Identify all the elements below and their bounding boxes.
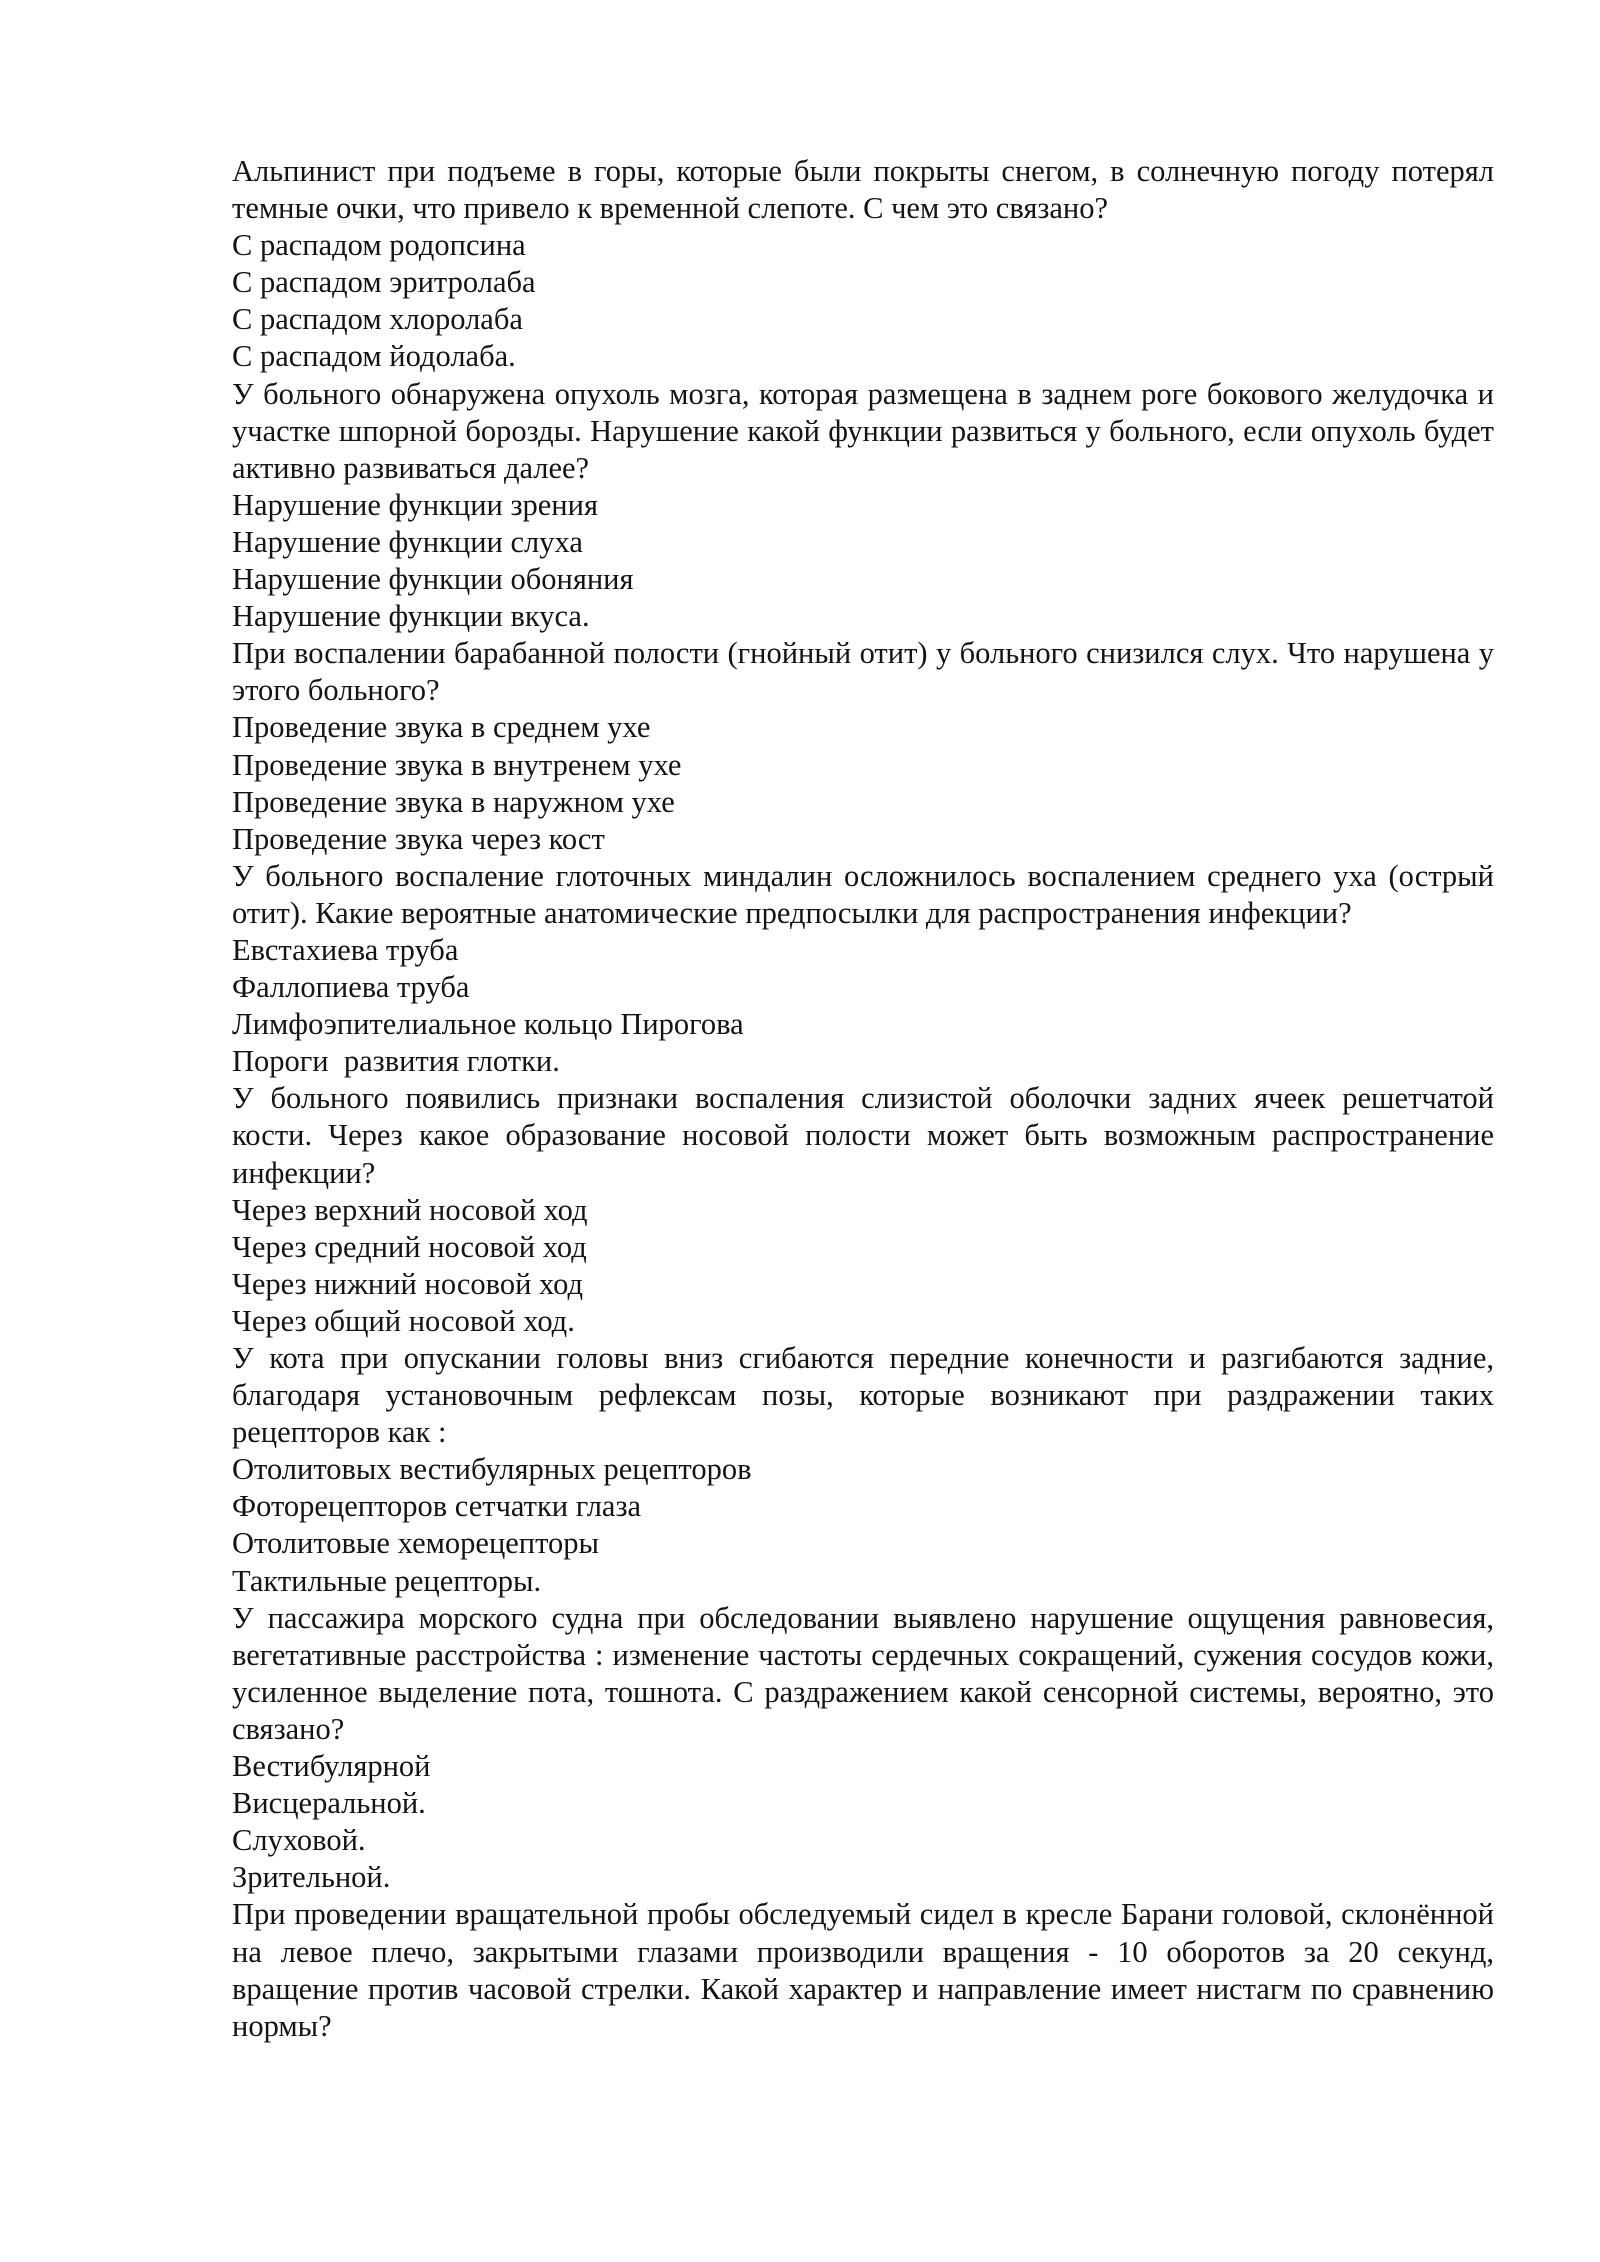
answer-option: Зрительной.	[232, 1860, 391, 1895]
answer-option: Тактильные рецепторы.	[232, 1563, 542, 1598]
answer-option: Проведение звука через кост	[232, 821, 605, 856]
answer-option: Через средний носовой ход	[232, 1229, 587, 1264]
question-text: У больного появились признаки воспаления слизистой оболочки задних ячеек решетчатой кости. Через какое образование носовой полости может быть возможным распространение инфекции?	[232, 1081, 1494, 1190]
answer-option: Фаллопиева труба	[232, 970, 470, 1005]
answer-option: Через общий носовой ход.	[232, 1303, 575, 1338]
answer-option: Пороги развития глотки.	[232, 1044, 560, 1079]
answer-option: Проведение звука в среднем ухе	[232, 710, 651, 745]
answer-option: Отолитовых вестибулярных рецепторов	[232, 1452, 752, 1487]
answer-option: Нарушение функции зрения	[232, 487, 598, 522]
answer-option: Слуховой.	[232, 1823, 366, 1858]
answer-option: Нарушение функции вкуса.	[232, 599, 590, 634]
answer-option: Проведение звука в внутренем ухе	[232, 747, 682, 782]
answer-option: Через нижний носовой ход	[232, 1266, 583, 1301]
question-text: У больного обнаружена опухоль мозга, которая размещена в заднем роге бокового желудочка и участке шпорной борозды. Нарушение какой функции развиться у больного, если опухоль будет активно развиваться далее?	[232, 376, 1494, 485]
document-page	[232, 153, 1494, 2045]
question-text: У кота при опускании головы вниз сгибаются передние конечности и разгибаются задние, благодаря установочным рефлексам позы, которые возникают при раздражении таких рецепторов как :	[232, 1341, 1494, 1450]
answer-option: Лимфоэпителиальное кольцо Пирогова	[232, 1007, 744, 1042]
answer-option: С распадом родопсина	[232, 228, 526, 263]
answer-option: С распадом йодолаба.	[232, 339, 516, 374]
answer-option: Вестибулярной	[232, 1749, 431, 1784]
question-text: При проведении вращательной пробы обследуемый сидел в кресле Барани головой, склонённой на левое плечо, закрытыми глазами производили вращения - 10 оборотов за 20 секунд, вращение против часовой стрелки. Какой характер и направление имеет нистагм по сравнению нормы?	[232, 1897, 1494, 2043]
answer-option: Нарушение функции обоняния	[232, 562, 634, 597]
answer-option: Фоторецепторов сетчатки глаза	[232, 1489, 642, 1524]
answer-option: Отолитовые хеморецепторы	[232, 1526, 600, 1561]
answer-option: Через верхний носовой ход	[232, 1192, 588, 1227]
answer-option: С распадом эритролаба	[232, 265, 536, 300]
question-text: Альпинист при подъеме в горы, которые были покрыты снегом, в солнечную погоду потерял темные очки, что привело к временной слепоте. С чем это связано?	[232, 154, 1494, 226]
question-text: У больного воспаление глоточных миндалин осложнилось воспалением среднего уха (острый отит). Какие вероятные анатомические предпосылки для распространения инфекции?	[232, 858, 1494, 930]
question-text: У пассажира морского судна при обследовании выявлено нарушение ощущения равновесия, вегетативные расстройства : изменение частоты сердечных сокращений, сужения сосудов кожи, усиленное выделение пота, тошнота. С раздражением какой сенсорной системы, вероятно, это связано?	[232, 1600, 1494, 1746]
question-text: При воспалении барабанной полости (гнойный отит) у больного снизился слух. Что нарушена у этого больного?	[232, 636, 1494, 708]
answer-option: Висцеральной.	[232, 1786, 426, 1821]
answer-option: Евстахиева труба	[232, 932, 459, 967]
answer-option: С распадом хлоролаба	[232, 302, 523, 337]
answer-option: Нарушение функции слуха	[232, 524, 583, 559]
answer-option: Проведение звука в наружном ухе	[232, 784, 675, 819]
